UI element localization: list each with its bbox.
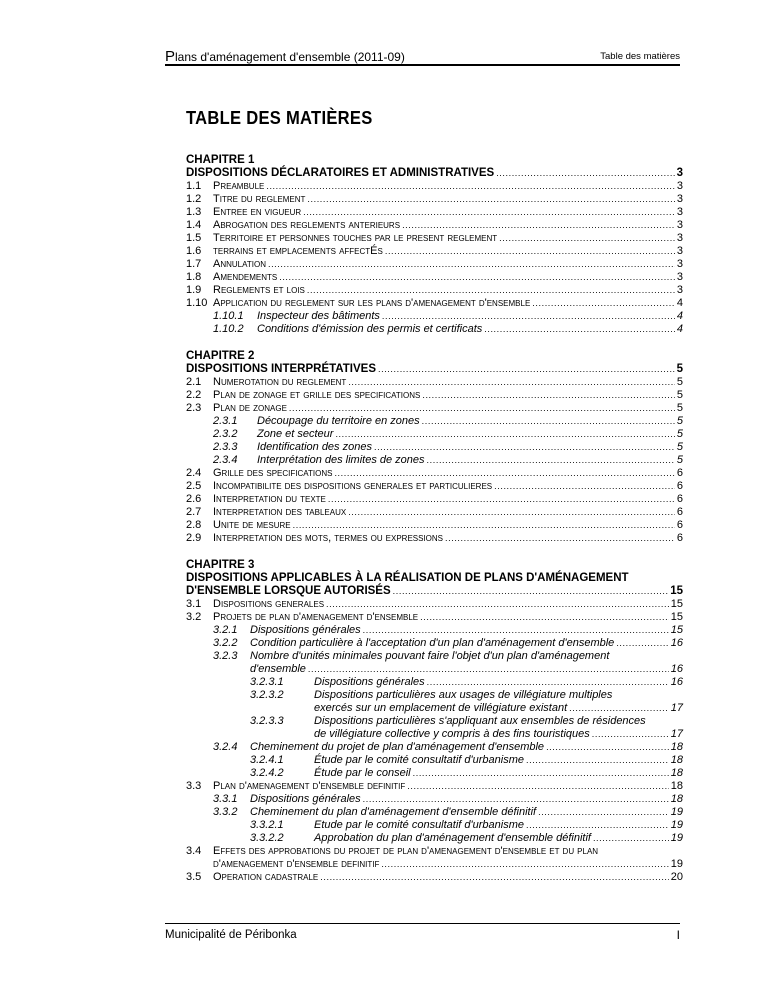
toc-entry[interactable]: 3.2.2 Condition particulière à l'acceptation d'un plan d'aménagement d'ensemble ..... 16 <box>186 637 683 650</box>
footer-page-number: I <box>676 928 680 942</box>
header-rule <box>165 65 680 66</box>
leader-dots <box>499 232 675 245</box>
toc-entry[interactable]: 3.4 Effets des approbations du projet de plan d'amenagement d'ensemble et du plan <box>186 845 599 857</box>
toc-entry[interactable]: 2.1 Numerotation du reglement ..... 5 <box>186 376 683 389</box>
leader-dots <box>420 611 669 624</box>
toc-entry[interactable]: 1.5 Territoire et personnes touches par le present reglement ..... 3 <box>186 232 683 245</box>
toc-entry[interactable]: 2.4 Grille des specifications ..... 6 <box>186 467 683 480</box>
toc-entry[interactable]: 2.3.1 Découpage du territoire en zones ..... 5 <box>186 415 683 428</box>
leader-dots <box>293 519 675 532</box>
leader-dots <box>422 415 675 428</box>
leader-dots <box>526 819 669 832</box>
toc-entry-chapter-1[interactable]: DISPOSITIONS DÉCLARATOIRES ET ADMINISTRATIVES ..... 3 <box>186 167 683 180</box>
toc-entry[interactable]: 2.3 Plan de zonage ..... 5 <box>186 402 683 415</box>
toc-entry[interactable]: de villégiature collective y compris à des fins touristiques ..... 17 <box>186 728 683 741</box>
leader-dots <box>616 637 668 650</box>
leader-dots <box>445 532 675 545</box>
leader-dots <box>307 193 674 206</box>
leader-dots <box>320 871 668 884</box>
toc-entry[interactable]: 3.2.3.3 Dispositions particulières s'appliquant aux ensembles de résidences <box>250 715 646 727</box>
toc-entry[interactable]: 1.2 Titre du reglement ..... 3 <box>186 193 683 206</box>
toc-entry[interactable]: 1.1 Preambule ..... 3 <box>186 180 683 193</box>
toc-entry[interactable]: 2.5 Incompatibilite des dispositions generales et particulieres ..... 6 <box>186 480 683 493</box>
toc-entry[interactable]: 3.2.1 Dispositions générales ..... 15 <box>186 624 683 637</box>
toc-entry[interactable]: 1.10.2 Conditions d'émission des permis et certificats ..... 4 <box>186 323 683 336</box>
toc-entry[interactable]: 1.9 Reglements et lois ..... 3 <box>186 284 683 297</box>
toc-entry[interactable]: 3.2.3.2 Dispositions particulières aux usages de villégiature multiples <box>250 689 613 701</box>
leader-dots <box>484 323 675 336</box>
leader-dots <box>348 506 675 519</box>
leader-dots <box>592 728 669 741</box>
leader-dots <box>393 585 669 598</box>
footer-municipality: Municipalité de Péribonka <box>165 929 297 941</box>
header-document-title: Plans d'aménagement d'ensemble (2011-09) <box>165 48 405 65</box>
toc-entry[interactable]: 3.2.4 Cheminement du projet de plan d'aménagement d'ensemble ..... 18 <box>186 741 683 754</box>
leader-dots <box>378 363 675 376</box>
toc-entry[interactable]: 3.2 Projets de plan d'amenagement d'ensemble ..... 15 <box>186 611 683 624</box>
toc-entry[interactable]: 2.2 Plan de zonage et grille des specifications ..... 5 <box>186 389 683 402</box>
toc-entry[interactable]: 1.4 Abrogation des reglements anterieurs ..... 3 <box>186 219 683 232</box>
toc-entry[interactable]: 1.7 Annulation ..... 3 <box>186 258 683 271</box>
toc-entry[interactable]: d'amenagement d'ensemble definitif ..... 19 <box>186 858 683 871</box>
toc-entry[interactable]: 1.10.1 Inspecteur des bâtiments ..... 4 <box>186 310 683 323</box>
leader-dots <box>382 310 675 323</box>
page-title: TABLE DES MATIÈRES <box>186 108 373 128</box>
leader-dots <box>532 297 675 310</box>
leader-dots <box>374 441 675 454</box>
toc-entry[interactable]: 2.7 Interpretation des tableaux ..... 6 <box>186 506 683 519</box>
page-header <box>165 42 680 65</box>
leader-dots <box>427 454 675 467</box>
table-of-contents <box>186 154 683 884</box>
chapter-2-label: CHAPITRE 2 <box>186 350 255 362</box>
toc-entry[interactable]: 2.3.4 Interprétation des limites de zones ..... 5 <box>186 454 683 467</box>
leader-dots <box>427 676 669 689</box>
toc-entry[interactable]: 3.2.4.1 Étude par le comité consultatif d'urbanisme ..... 18 <box>186 754 683 767</box>
leader-dots <box>569 702 669 715</box>
chapter-3-heading-line-1: DISPOSITIONS APPLICABLES À LA RÉALISATION DE PLANS D'AMÉNAGEMENT <box>186 572 629 584</box>
toc-entry[interactable]: 3.2.4.2 Étude par le conseil ..... 18 <box>186 767 683 780</box>
leader-dots <box>407 780 668 793</box>
toc-entry[interactable]: 3.1 Dispositions generales ..... 15 <box>186 598 683 611</box>
leader-dots <box>334 467 674 480</box>
toc-entry[interactable]: 3.3.2.1 Etude par le comité consultatif d'urbanisme ..... 19 <box>186 819 683 832</box>
toc-entry[interactable]: 1.10 Application du reglement sur les plans d'amenagement d'ensemble ..... 4 <box>186 297 683 310</box>
leader-dots <box>413 767 669 780</box>
toc-entry[interactable]: 3.3 Plan d'amenagement d'ensemble definitif ..... 18 <box>186 780 683 793</box>
leader-dots <box>308 663 669 676</box>
leader-dots <box>526 754 669 767</box>
leader-dots <box>266 180 675 193</box>
leader-dots <box>422 389 675 402</box>
toc-entry[interactable]: 3.2.3 Nombre d'unités minimales pouvant faire l'objet d'un plan d'aménagement <box>213 650 610 662</box>
leader-dots <box>279 271 675 284</box>
toc-entry[interactable]: 3.3.1 Dispositions générales ..... 18 <box>186 793 683 806</box>
toc-entry[interactable]: 1.3 Entree en vigueur ..... 3 <box>186 206 683 219</box>
leader-dots <box>402 219 675 232</box>
toc-entry[interactable]: 3.3.2.2 Approbation du plan d'aménagement d'ensemble définitif ..... 19 <box>186 832 683 845</box>
leader-dots <box>268 258 675 271</box>
leader-dots <box>289 402 675 415</box>
toc-entry[interactable]: 1.6 terrains et emplacements affectÉs ..... 3 <box>186 245 683 258</box>
leader-dots <box>307 284 675 297</box>
toc-entry[interactable]: 2.9 Interpretation des mots, termes ou expressions ..... 6 <box>186 532 683 545</box>
toc-entry[interactable]: 3.3.2 Cheminement du plan d'aménagement d'ensemble définitif ..... 19 <box>186 806 683 819</box>
toc-entry[interactable]: 2.8 Unite de mesure ..... 6 <box>186 519 683 532</box>
leader-dots <box>593 832 669 845</box>
toc-entry[interactable]: 2.6 Interpretation du texte ..... 6 <box>186 493 683 506</box>
leader-dots <box>326 598 669 611</box>
leader-dots <box>328 493 675 506</box>
leader-dots <box>363 624 669 637</box>
toc-entry[interactable]: 3.2.3.1 Dispositions générales ..... 16 <box>186 676 683 689</box>
toc-entry[interactable]: exercés sur un emplacement de villégiature existant ..... 17 <box>186 702 683 715</box>
leader-dots <box>335 428 674 441</box>
leader-dots <box>538 806 669 819</box>
toc-entry[interactable]: 2.3.2 Zone et secteur ..... 5 <box>186 428 683 441</box>
leader-dots <box>363 793 669 806</box>
page-footer <box>165 923 680 941</box>
toc-entry[interactable]: d'ensemble ..... 16 <box>186 663 683 676</box>
leader-dots <box>494 480 675 493</box>
leader-dots <box>381 858 668 871</box>
chapter-3-label: CHAPITRE 3 <box>186 559 255 571</box>
leader-dots <box>496 167 674 180</box>
toc-entry[interactable]: 1.8 Amendements ..... 3 <box>186 271 683 284</box>
header-section-name: Table des matières <box>600 51 680 62</box>
toc-entry-chapter-2[interactable]: DISPOSITIONS INTERPRÉTATIVES ..... 5 <box>186 363 683 376</box>
toc-entry[interactable]: 2.3.3 Identification des zones ..... 5 <box>186 441 683 454</box>
chapter-1-label: CHAPITRE 1 <box>186 154 255 166</box>
leader-dots <box>348 376 675 389</box>
toc-entry[interactable]: 3.5 Operation cadastrale ..... 20 <box>186 871 683 884</box>
leader-dots <box>546 741 669 754</box>
toc-entry-chapter-3[interactable]: D'ENSEMBLE LORSQUE AUTORISÉS ..... 15 <box>186 585 683 598</box>
leader-dots <box>385 245 675 258</box>
leader-dots <box>303 206 675 219</box>
